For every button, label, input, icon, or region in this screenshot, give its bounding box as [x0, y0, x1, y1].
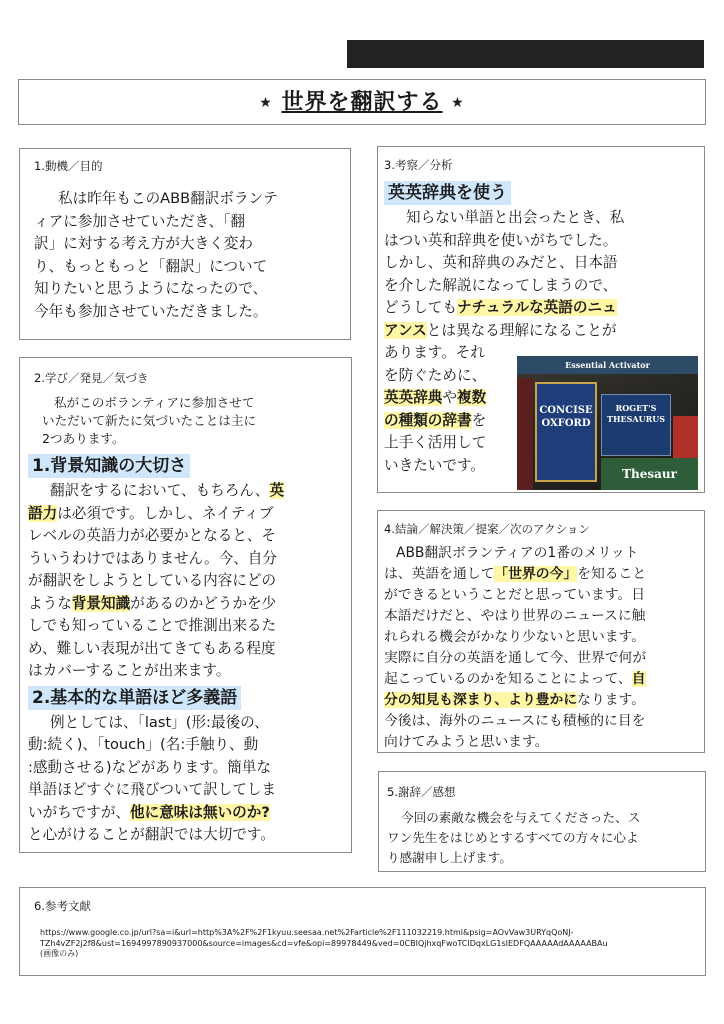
text-line: ういうわけではありません。今、自分: [28, 549, 277, 567]
text-line: レベルの英語力が必要かとなると、そ: [28, 527, 277, 544]
book-cover: Thesaur: [601, 458, 698, 490]
section-heading: 4.結論／解決策／提案／次のアクション: [384, 522, 590, 536]
subheading: 1.背景知識の大切さ: [28, 454, 190, 478]
dictionaries-photo: [517, 356, 698, 490]
section-thanks: [378, 771, 706, 872]
text-line: を防ぐために、: [384, 366, 487, 384]
section-references: [19, 887, 706, 976]
star-icon: ★: [451, 95, 465, 111]
highlight: 背景知識: [71, 594, 131, 612]
text-span: いがちですが、: [28, 803, 131, 821]
book-title: OXFORD: [541, 418, 591, 429]
text-line: り、もっともっと「翻訳」について: [34, 257, 268, 275]
highlight: ナチュラルな英語のニュ: [456, 299, 617, 316]
text-span: や: [442, 389, 457, 406]
text-line: しでも知っていることで推測出来るた: [28, 617, 277, 634]
highlight: 他に意味は無いのか?: [130, 803, 270, 821]
text-line: 訳」に対する考え方が大きく変わ: [34, 235, 253, 252]
text-span: を: [471, 411, 487, 429]
text-line: 私は昨年もこのABB翻訳ボランテ: [58, 190, 278, 207]
section-heading: 2.学び／発見／気づき: [34, 371, 149, 385]
text-span: は、英語を通して: [384, 566, 495, 582]
book-cover: [601, 394, 671, 456]
subheading: 英英辞典を使う: [384, 181, 511, 205]
page-title-text: 世界を翻訳する: [281, 90, 443, 115]
text-line: と心がけることが翻訳では大切です。: [28, 826, 275, 843]
text-line: 動:続く)、「touch」(名:手触り、動: [28, 736, 259, 753]
text-line: 向けてみようと思います。: [384, 734, 549, 750]
section-learnings: [19, 357, 352, 853]
section-conclusion: [377, 510, 705, 753]
book-spine: [517, 378, 533, 490]
highlight: 英英辞典: [384, 389, 443, 406]
subheading: 2.基本的な単語ほど多義語: [28, 686, 241, 710]
reference-url: https://www.google.co.jp/url?sa=i&url=http%3A%2F%2F1kyuu.seesaa.net%2Farticle%2F111032219.html&psig=AOvVaw3URYqQoNJ-: [40, 928, 574, 937]
text-span: は必須です。しかし、ネイティブ: [57, 504, 274, 522]
highlight: の種類の辞書: [384, 411, 472, 429]
text-span: なります。: [577, 692, 646, 708]
text-line: が翻訳をしようとしている内容にどの: [28, 572, 277, 589]
section-heading: 1.動機／目的: [34, 159, 103, 173]
text-line: 上手く活用して: [384, 434, 487, 451]
highlight: アンス: [384, 321, 427, 339]
highlight: 英: [269, 482, 285, 499]
text-line: :感動させる)などがあります。簡単な: [28, 758, 271, 776]
highlight: 語力: [28, 504, 58, 522]
highlight: 「世界の今」: [494, 566, 578, 582]
text-line: 今年も参加させていただきました。: [34, 302, 268, 320]
text-line: り感謝申し上げます。: [387, 850, 512, 865]
text-line: はカバーすることが出来ます。: [28, 662, 231, 679]
reference-note: (画像のみ): [40, 949, 79, 958]
text-line: を介した解説になってしまうので、: [384, 276, 618, 294]
text-line: 今後は、海外のニュースにも積極的に目を: [384, 713, 646, 729]
text-span: があるのかどうかを少: [130, 594, 277, 612]
page-title: [19, 80, 705, 126]
text-line: いきたいです。: [384, 456, 485, 474]
text-span: とは異なる理解になることが: [426, 321, 617, 339]
text-line: め、難しい表現が出てきてもある程度: [28, 639, 276, 657]
section-heading: 5.謝辞／感想: [387, 785, 456, 799]
text-line: ABB翻訳ボランティアの1番のメリット: [396, 545, 639, 561]
text-line: 知りたいと思うようになったので、: [34, 280, 268, 297]
text-line: あります。それ: [384, 344, 485, 361]
text-span: 起こっているのかを知ることによって、: [384, 671, 632, 687]
text-line: 実際に自分の英語を通して今、世界で何が: [384, 650, 647, 666]
text-span: ような: [28, 594, 72, 612]
section-heading: 3.考察／分析: [384, 158, 453, 172]
book-title: CONCISE: [539, 405, 593, 416]
text-line: はつい英和辞典を使いがちでした。: [384, 231, 618, 249]
title-box: [18, 79, 706, 125]
text-line: 2つあります。: [42, 431, 125, 446]
text-line: 今回の素敵な機会を与えてくださった、ス: [401, 810, 641, 825]
reference-url: TZh4vZF2j2f8&ust=1694997890937000&source=images&cd=vfe&opi=89978449&ved=0CBIQjhxqFwoTCIDqxLG1sIEDFQAAAAAdAAAAABAu: [40, 938, 608, 948]
text-span: 翻訳をするにおいて、もちろん、: [50, 482, 270, 499]
text-span: を知ること: [577, 566, 647, 582]
section-heading: 6.参考文献: [34, 899, 91, 913]
book-title: ROGET'S: [615, 403, 657, 413]
section-motivation: [19, 148, 351, 340]
text-line: 知らない単語と出会ったとき、私: [406, 209, 625, 226]
highlight: 自: [631, 671, 646, 687]
book-cover: [535, 382, 597, 482]
text-line: ワン先生をはじめとするすべての方々に心よ: [387, 830, 639, 845]
text-line: 単語ほどすぐに飛びついて訳してしま: [28, 781, 277, 798]
text-line: ができるということだと思っています。日: [384, 587, 646, 603]
text-line: 本語だけだと、やはり世界のニュースに触: [384, 608, 646, 624]
header-bar: [347, 40, 704, 68]
star-icon: ★: [259, 95, 273, 111]
text-line: 例としては、「last」(形:最後の、: [50, 713, 269, 731]
text-span: どうしても: [384, 299, 457, 316]
highlight: 複数: [457, 389, 487, 406]
text-line: ィアに参加させていただき、「翻: [34, 212, 246, 230]
text-line: 私がこのボランティアに参加させて: [54, 395, 255, 410]
text-line: れられる機会がかなり少ないと思います。: [384, 629, 646, 645]
book-title: THESAURUS: [607, 414, 665, 424]
book-spine: Essential Activator: [517, 356, 698, 374]
text-line: しかし、英和辞典のみだと、日本語: [384, 254, 618, 271]
text-line: いただいて新たに気づいたことは主に: [42, 413, 257, 428]
highlight: 分の知見も深まり、より豊かに: [384, 692, 578, 708]
